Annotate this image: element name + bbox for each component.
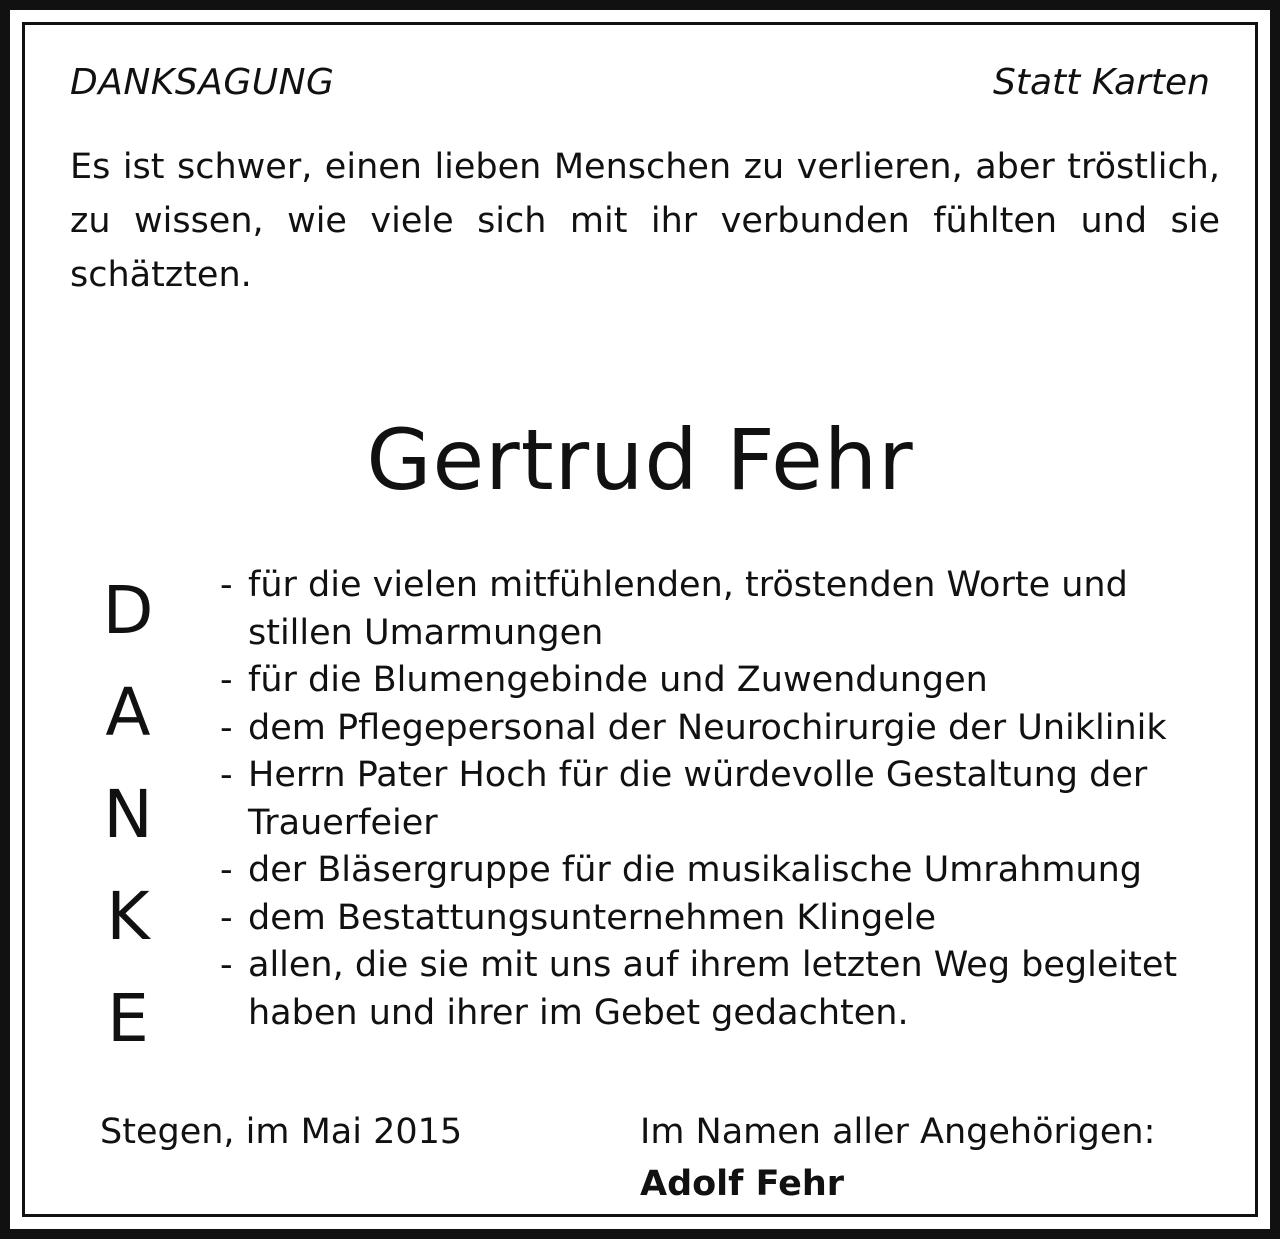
thanks-item-text: der Bläsergruppe für die musikalische Umrahmung — [248, 850, 1143, 890]
thanks-item-text: allen, die sie mit uns auf ihrem letzten Weg begleitet haben und ihrer im Gebet gedachten. — [248, 945, 1178, 1033]
thanks-item-text: Herrn Pater Hoch für die würdevolle Gestaltung der Trauerfeier — [248, 755, 1148, 843]
thanks-item: - dem Bestattungsunternehmen Klingele — [220, 897, 937, 938]
danke-letter: E — [107, 980, 149, 1057]
signer-name: Adolf Fehr — [640, 1164, 845, 1204]
notice-subheading: Statt Karten — [993, 62, 1210, 103]
thanks-item-text: dem Bestattungsunternehmen Klingele — [248, 897, 937, 938]
thanks-item-text: für die vielen mitfühlenden, tröstenden Worte und stillen Umarmungen — [248, 565, 1128, 653]
thanks-item: - der Bläsergruppe für die musikalische Umrahmung — [220, 850, 1143, 890]
thanks-item: - allen, die sie mit uns auf ihrem letzten Weg begleitet haben und ihrer im Gebet gedachten. — [220, 945, 1178, 1033]
danke-letter: A — [105, 674, 151, 751]
place-date: Stegen, im Mai 2015 — [100, 1112, 463, 1152]
danke-letter: D — [102, 572, 154, 649]
closing-line: Im Namen aller Angehörigen: — [640, 1112, 1156, 1152]
thanks-item: - für die vielen mitfühlenden, tröstenden Worte und stillen Umarmungen — [220, 565, 1128, 653]
intro-text: Es ist schwer, einen lieben Menschen zu verlieren, aber tröstlich, zu wissen, wie viele sich mit ihr verbunden fühlten und sie schätzten. — [70, 147, 1220, 295]
notice-heading: DANKSAGUNG — [70, 62, 335, 103]
danke-letter: N — [103, 776, 153, 853]
thanks-list — [218, 562, 1228, 1037]
thanks-item: - Herrn Pater Hoch für die würdevolle Gestaltung der Trauerfeier — [220, 755, 1148, 843]
thanks-item-text: dem Pflegepersonal der Neurochirurgie der Uniklinik — [248, 707, 1167, 748]
thanks-item: - für die Blumengebinde und Zuwendungen — [220, 660, 988, 700]
deceased-name: Gertrud Fehr — [366, 411, 914, 509]
danke-letter: K — [106, 878, 150, 955]
thanks-item-text: für die Blumengebinde und Zuwendungen — [248, 660, 988, 700]
thanks-item: - dem Pflegepersonal der Neurochirurgie der Uniklinik — [220, 707, 1167, 748]
danke-vertical-word — [88, 560, 168, 1070]
